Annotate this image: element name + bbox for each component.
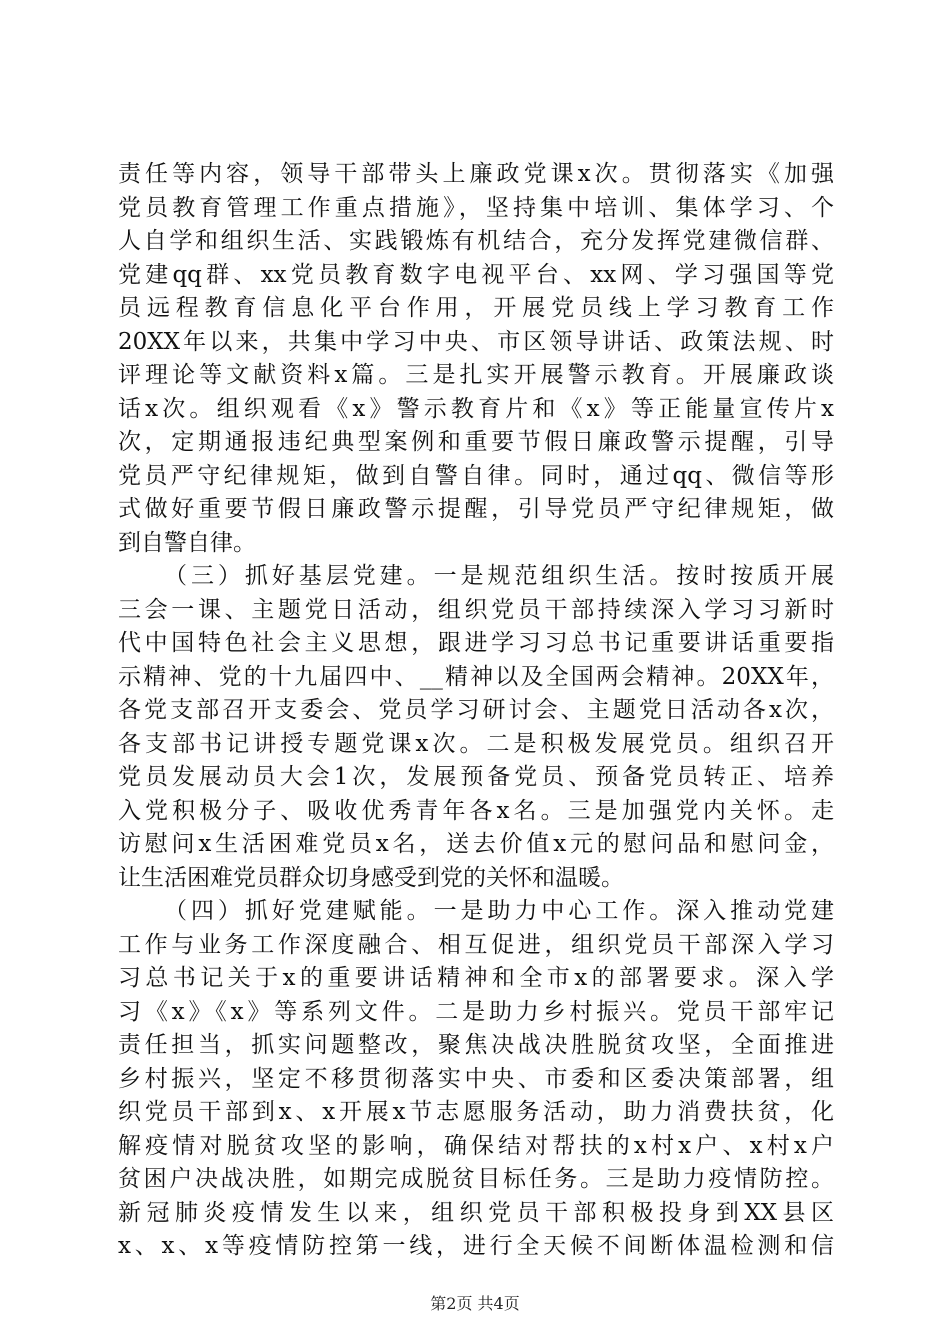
text-line: （四）抓好党建赋能。一是助力中心工作。深入推动党建 bbox=[164, 898, 834, 924]
text-line: 20XX年以来，共集中学习中央、市区领导讲话、政策法规、时 bbox=[118, 328, 834, 355]
text-line: （三）抓好基层党建。一是规范组织生活。按时按质开展 bbox=[164, 563, 834, 589]
text-line: 习《x》《x》等系列文件。二是助力乡村振兴。党员干部牢记 bbox=[118, 998, 834, 1025]
text-line: 示精神、党的十九届四中、__精神以及全国两会精神。20XX年， bbox=[118, 663, 834, 690]
text-line: 工作与业务工作深度融合、相互促进，组织党员干部深入学习 bbox=[118, 931, 834, 958]
text-line: 评理论等文献资料x篇。三是扎实开展警示教育。开展廉政谈 bbox=[118, 362, 834, 388]
text-line: 访慰问x生活困难党员x名，送去价值x元的慰问品和慰问金， bbox=[118, 831, 834, 857]
page-footer: 第2页 共4页 bbox=[430, 1294, 520, 1313]
text-line: 乡村振兴，坚定不移贯彻落实中央、市委和区委决策部署，组 bbox=[118, 1065, 834, 1092]
document-body bbox=[118, 158, 834, 1264]
text-line: 解疫情对脱贫攻坚的影响，确保结对帮扶的x村x户、x村x户 bbox=[118, 1132, 834, 1159]
text-line: 织党员干部到x、x开展x节志愿服务活动，助力消费扶贫，化 bbox=[118, 1099, 834, 1125]
text-line: 到自警自律。 bbox=[118, 529, 256, 556]
text-line: 入党积极分子、吸收优秀青年各x名。三是加强党内关怀。走 bbox=[118, 797, 834, 824]
text-line: 各党支部召开支委会、党员学习研讨会、主题党日活动各x次， bbox=[118, 697, 834, 723]
text-line: x、x、x等疫情防控第一线，进行全天候不间断体温检测和信 bbox=[118, 1233, 834, 1259]
text-line: 代中国特色社会主义思想，跟进学习习总书记重要讲话重要指 bbox=[118, 630, 834, 656]
text-line: 党员发展动员大会1次，发展预备党员、预备党员转正、培养 bbox=[118, 764, 834, 790]
text-line: 责任担当，抓实问题整改，聚焦决战决胜脱贫攻坚，全面推进 bbox=[118, 1032, 834, 1058]
text-line: 人自学和组织生活、实践锻炼有机结合，充分发挥党建微信群、 bbox=[118, 228, 834, 254]
text-line: 各支部书记讲授专题党课x次。二是积极发展党员。组织召开 bbox=[118, 730, 834, 757]
text-line: 新冠肺炎疫情发生以来，组织党员干部积极投身到XX县区 bbox=[118, 1199, 834, 1226]
text-line: 话x次。组织观看《x》警示教育片和《x》等正能量宣传片x bbox=[118, 395, 834, 422]
text-line: 党员严守纪律规矩，做到自警自律。同时，通过qq、微信等形 bbox=[118, 462, 834, 489]
text-line: 让生活困难党员群众切身感受到党的关怀和温暖。 bbox=[118, 864, 624, 891]
text-line: 次，定期通报违纪典型案例和重要节假日廉政警示提醒，引导 bbox=[118, 429, 834, 455]
text-line: 式做好重要节假日廉政警示提醒，引导党员严守纪律规矩，做 bbox=[118, 496, 834, 522]
text-line: 员远程教育信息化平台作用，开展党员线上学习教育工作 bbox=[118, 295, 834, 321]
text-line: 贫困户决战决胜，如期完成脱贫目标任务。三是助力疫情防控。 bbox=[118, 1166, 834, 1192]
text-line: 责任等内容，领导干部带头上廉政党课x次。贯彻落实《加强 bbox=[118, 161, 834, 187]
text-line: 党建qq群、xx党员教育数字电视平台、xx网、学习强国等党 bbox=[118, 261, 834, 288]
text-line: 党员教育管理工作重点措施》，坚持集中培训、集体学习、个 bbox=[118, 194, 834, 221]
text-line: 习总书记关于x的重要讲话精神和全市x的部署要求。深入学 bbox=[118, 965, 834, 991]
text-line: 三会一课、主题党日活动，组织党员干部持续深入学习习新时 bbox=[118, 596, 834, 623]
